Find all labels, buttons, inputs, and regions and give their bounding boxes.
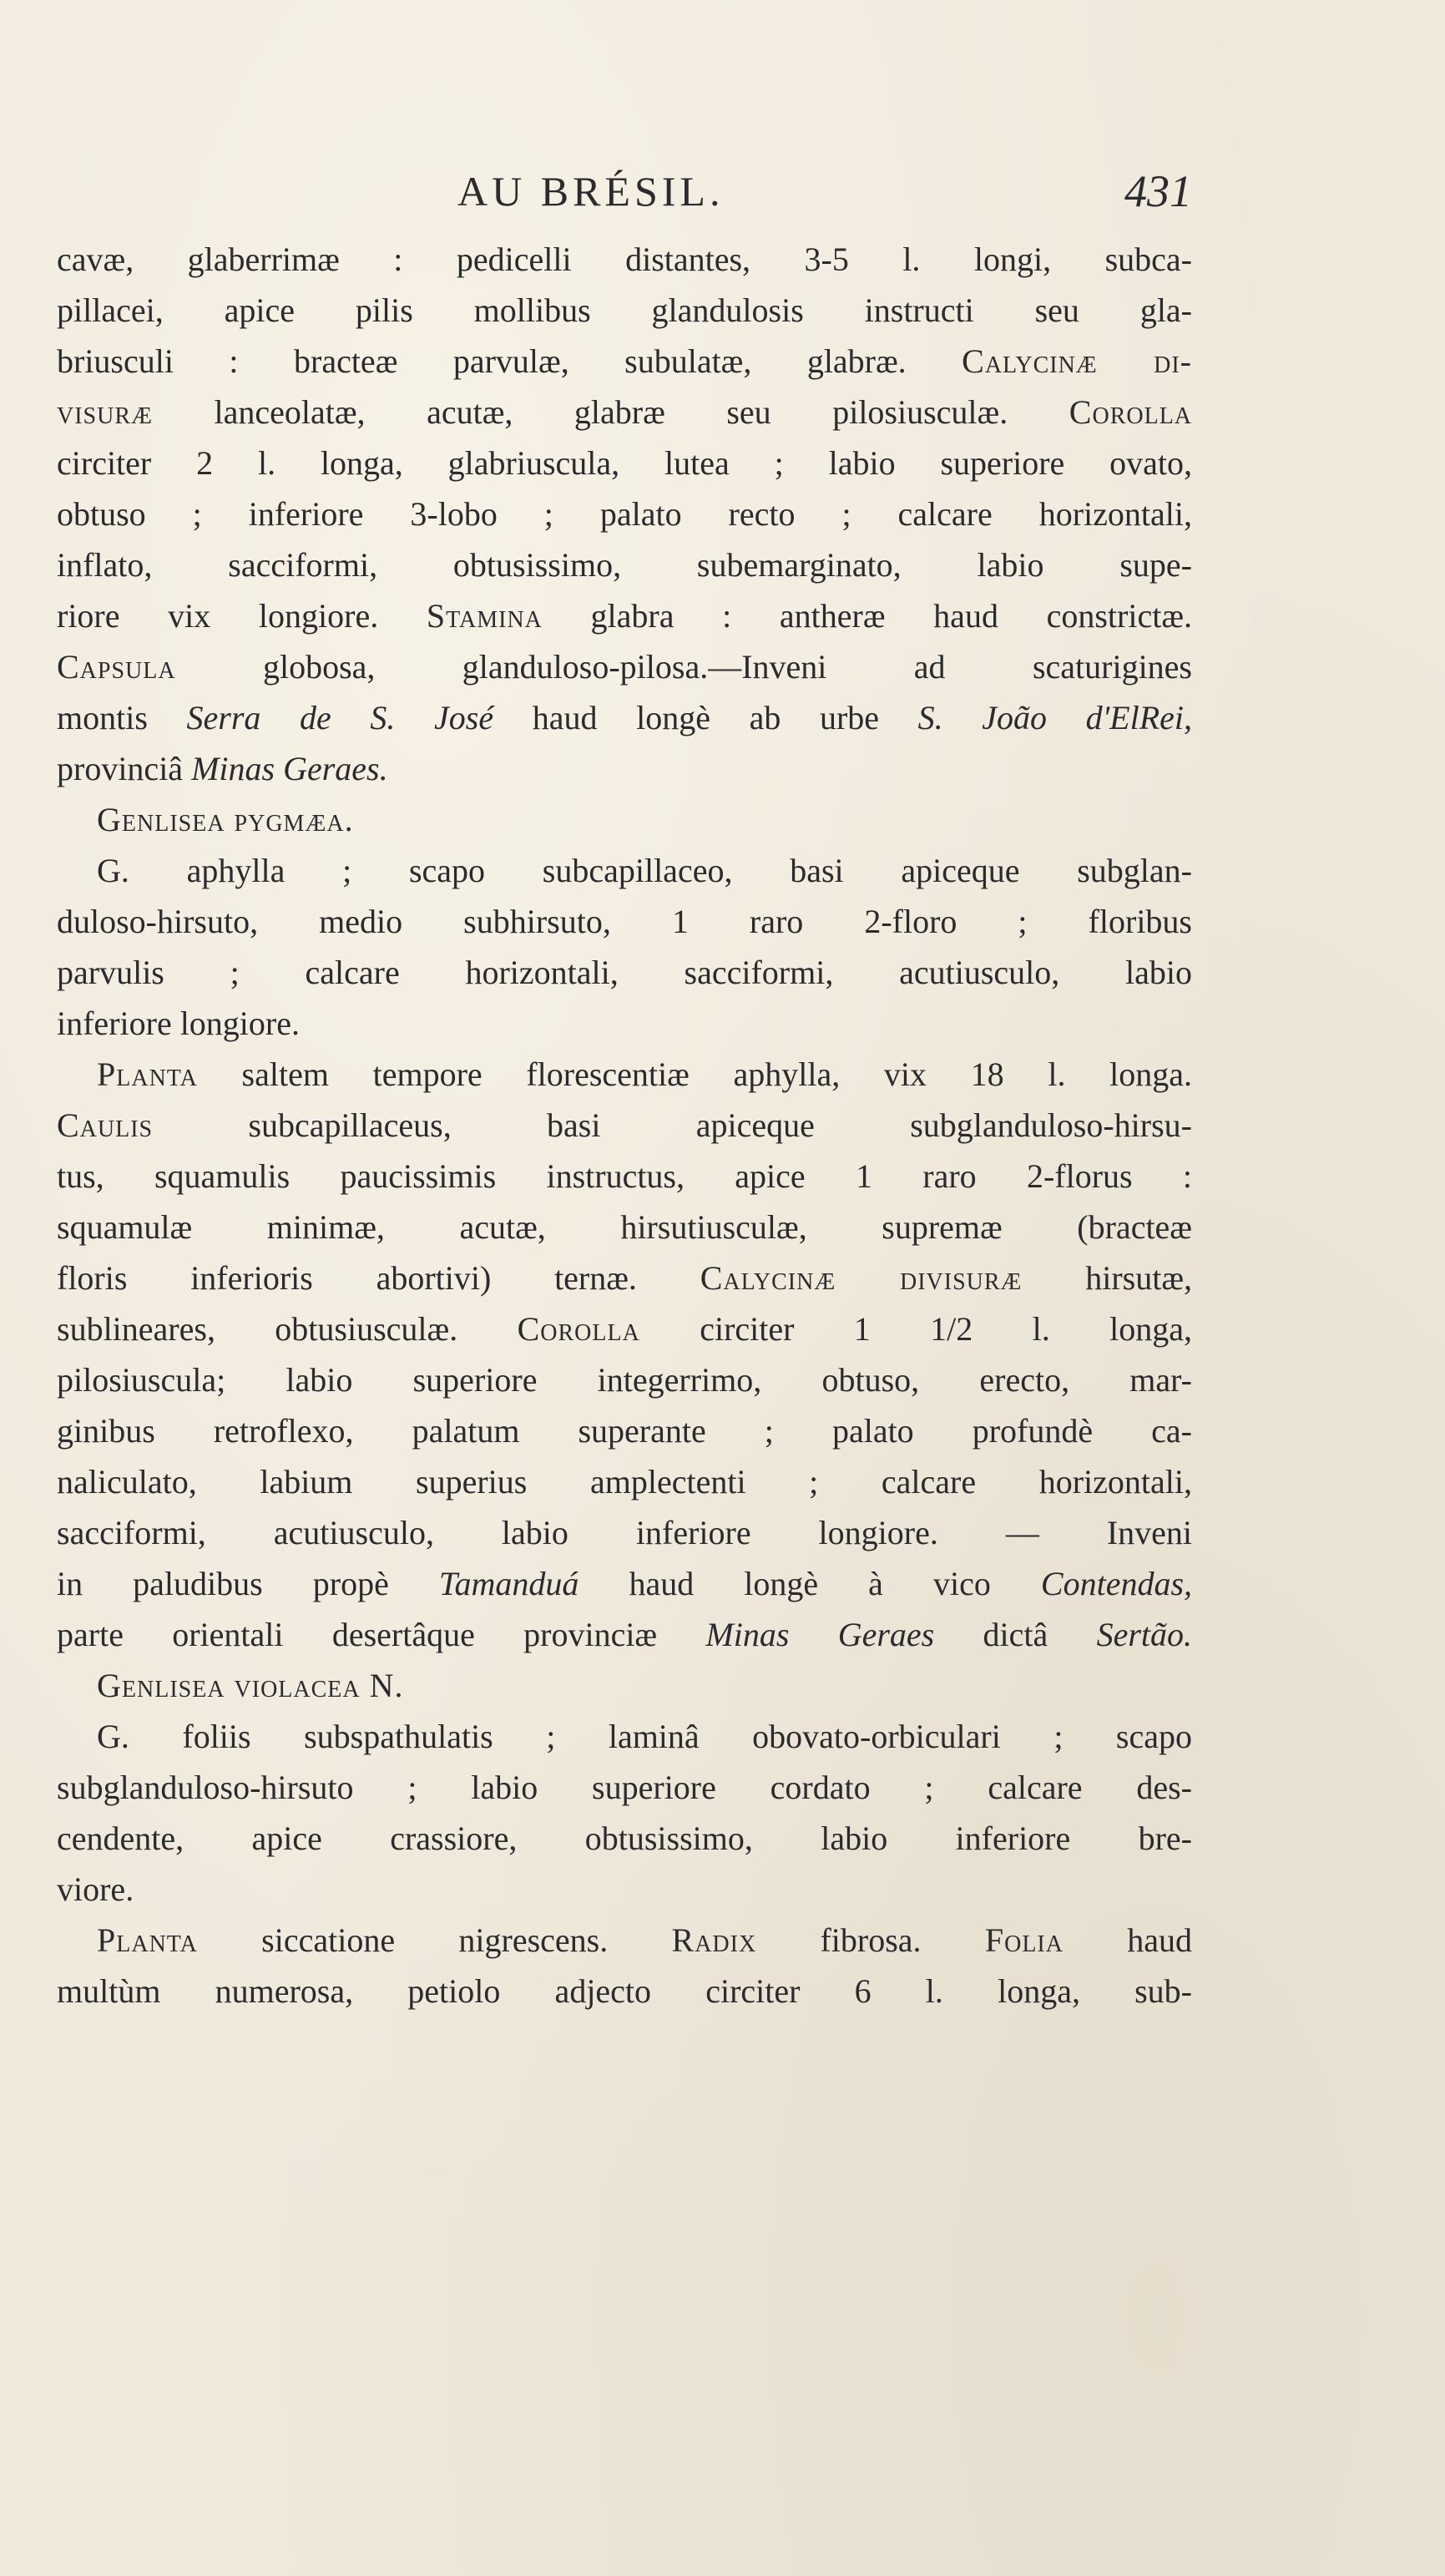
diagnosis-line: cendente, apice crassiore, obtusissimo, labio inferiore bre-: [57, 1819, 1192, 1857]
place-name: Minas Geraes.: [191, 750, 388, 787]
text-line: inflato, sacciformi, obtusissimo, subemarginato, labio supe-: [57, 546, 1192, 584]
text-line: Planta siccatione nigrescens. Radix fibrosa. Folia haud: [97, 1921, 1193, 1959]
diagnosis-line: viore.: [57, 1870, 134, 1908]
species-heading: Genlisea violacea N.: [97, 1667, 404, 1704]
text-line: Caulis subcapillaceus, basi apiceque subglanduloso-hirsu-: [57, 1106, 1192, 1144]
text-line: provinciâ Minas Geraes.: [57, 750, 388, 787]
place-name: S. João d'ElRei,: [917, 699, 1193, 736]
text-line: tus, squamulis paucissimis instructus, apice 1 raro 2-florus :: [57, 1157, 1192, 1195]
diagnosis-line: G. aphylla ; scapo subcapillaceo, basi apiceque subglan-: [97, 852, 1192, 889]
place-name: Serra de S. José: [186, 699, 494, 736]
text-line: cavæ, glaberrimæ : pedicelli distantes, 3-5 l. longi, subca-: [57, 240, 1192, 278]
text-line: Planta saltem tempore florescentiæ aphylla, vix 18 l. longa.: [97, 1055, 1192, 1093]
page-number: 431: [1124, 166, 1192, 216]
body-text: [57, 234, 1192, 2017]
text-line: multùm numerosa, petiolo adjecto circiter 6 l. longa, sub-: [57, 1972, 1192, 2010]
species-heading: Genlisea pygmæa.: [97, 801, 354, 838]
text-line: montis Serra de S. José haud longè ab urbe S. João d'ElRei,: [57, 699, 1193, 736]
text-line: sublineares, obtusiusculæ. Corolla circiter 1 1/2 l. longa,: [57, 1310, 1193, 1348]
text-line: circiter 2 l. longa, glabriuscula, lutea ; labio superiore ovato,: [57, 444, 1192, 482]
text-line: visuræ lanceolatæ, acutæ, glabræ seu pilosiusculæ. Corolla: [57, 393, 1193, 431]
text-line: riore vix longiore. Stamina glabra : antheræ haud constrictæ.: [57, 597, 1193, 635]
text-line: in paludibus propè Tamanduá haud longè à vico Contendas,: [57, 1565, 1193, 1602]
diagnosis-line: subglanduloso-hirsuto ; labio superiore cordato ; calcare des-: [57, 1769, 1192, 1806]
term-calycinae-divisurae: Calycinæ di-: [962, 342, 1192, 380]
text-line: parte orientali desertâque provinciæ Minas Geraes dictâ Sertão.: [57, 1616, 1192, 1653]
text-line: obtuso ; inferiore 3-lobo ; palato recto ; calcare horizontali,: [57, 495, 1192, 533]
term-capsula: Capsula: [57, 648, 176, 686]
text-line: ginibus retroflexo, palatum superante ; palato profundè ca-: [57, 1412, 1192, 1450]
running-head: AU BRÉSIL.: [457, 168, 725, 215]
text-line: naliculato, labium superius amplectenti ; calcare horizontali,: [57, 1463, 1192, 1501]
text-line: pilosiuscula; labio superiore integerrimo, obtuso, erecto, mar-: [57, 1361, 1192, 1399]
page-header: [57, 167, 1192, 225]
diagnosis-line: G. foliis subspathulatis ; laminâ obovato-orbiculari ; scapo: [97, 1718, 1192, 1755]
text-line: Capsula globosa, glanduloso-pilosa.—Inveni ad scaturigines: [57, 648, 1192, 686]
diagnosis-line: parvulis ; calcare horizontali, sacciformi, acutiusculo, labio: [57, 954, 1192, 991]
text-line: squamulæ minimæ, acutæ, hirsutiusculæ, supremæ (bracteæ: [57, 1208, 1192, 1246]
term-stamina: Stamina: [426, 597, 543, 635]
text-line: briusculi : bracteæ parvulæ, subulatæ, glabræ. Calycinæ di-: [57, 342, 1192, 380]
term-corolla: Corolla: [1069, 393, 1193, 431]
diagnosis-line: duloso-hirsuto, medio subhirsuto, 1 raro 2-floro ; floribus: [57, 903, 1192, 940]
diagnosis-line: inferiore longiore.: [57, 1005, 300, 1042]
text-line: sacciformi, acutiusculo, labio inferiore longiore. — Inveni: [57, 1514, 1192, 1551]
text-line: pillacei, apice pilis mollibus glandulosis instructi seu gla-: [57, 291, 1192, 329]
text-line: floris inferioris abortivi) ternæ. Calycinæ divisuræ hirsutæ,: [57, 1259, 1193, 1297]
